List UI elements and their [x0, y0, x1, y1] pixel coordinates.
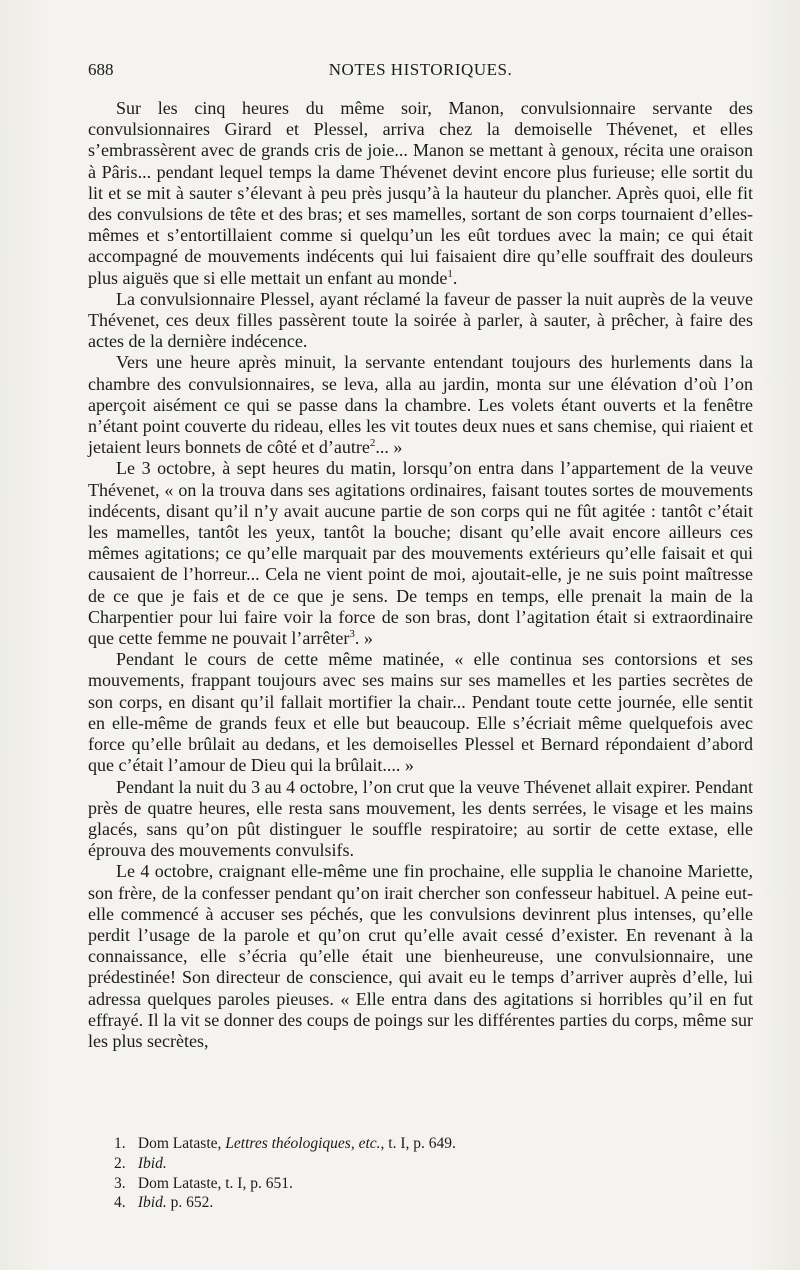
- page-number: 688: [88, 60, 114, 79]
- paragraph: Sur les cinq heures du même soir, Manon, convulsionnaire servante des convulsionnaires Girard et Plessel, arriva chez la demoiselle Thévenet, et elles s’embrassèrent avec de grands cris de joie... Manon se mettant à genoux, récita une oraison à Pâris... pendant lequel temps la dame Thévenet devint encore plus furieuse; elle sortit du lit et se mit à sauter s’élevant à peu près jusqu’à la hauteur du plancher. Après quoi, elle fit des convulsions de tête et des bras; et ses mamelles, sortant de son corps tournaient d’elles-mêmes et s’entortillaient comme si quelqu’un les eût tordues avec la main; ce qui était accompagné de mouvements indécents qui lui faisaient dire qu’elle souffrait des douleurs plus aiguës que si elle mettait un enfant au monde$^1$.: [88, 98, 753, 288]
- footnote: 4. Ibid. p. 652.: [114, 1194, 214, 1212]
- footnote-number: 4.: [114, 1194, 126, 1212]
- footnote: 2. Ibid.: [114, 1154, 167, 1172]
- body-text: [88, 98, 753, 1052]
- footnote-number: 1.: [114, 1135, 126, 1152]
- paragraph: Pendant la nuit du 3 au 4 octobre, l’on crut que la veuve Thévenet allait expirer. Pendant près de quatre heures, elle resta sans mouvement, les dents serrées, le visage et les mains glacés, sans qu’on pût distinguer le souffle respiratoire; au sortir de cette extase, elle éprouva des mouvements convulsifs.: [88, 776, 753, 861]
- paragraph: Pendant le cours de cette même matinée, « elle continua ses contorsions et ses mouvements, frappant toujours avec ses mains sur ses mamelles et les parties secrètes de son corps, en disant qu’il fallait mortifier la chair... Pendant toute cette journée, elle sentit en elle-même de grands feux et elle but beaucoup. Elle s’écriait même quelquefois avec force qu’elle brûlait au dedans, et les demoiselles Plessel et Bernard répondaient d’abord que c’était l’amour de Dieu qui la brûlait.... »: [88, 649, 753, 776]
- footnote-number: 2.: [114, 1154, 126, 1172]
- paragraph: La convulsionnaire Plessel, ayant réclamé la faveur de passer la nuit auprès de la veuve Thévenet, ces deux filles passèrent toute la soirée à parler, à sauter, à prêcher, à faire des actes de la dernière indécence.: [88, 288, 753, 352]
- footnotes: [88, 1134, 753, 1213]
- footnote-ref: 1: [447, 267, 453, 280]
- paragraph: Vers une heure après minuit, la servante entendant toujours des hurlements dans la chambre des convulsionnaires, se leva, alla au jardin, monta sur une élévation d’où l’on aperçoit aisément ce qui se passe dans la chambre. Les volets étant ouverts et la fenêtre n’étant point couverte du rideau, elles les vit toutes deux nues et sans chemise, qui riaient et jetaient leurs bonnets de côté et d’autre$^2$... »: [88, 352, 753, 458]
- footnote: 1. Dom Lataste, Lettres théologiques, etc., t. I, p. 649.: [114, 1135, 456, 1152]
- footnote-ref: 3: [349, 628, 355, 641]
- footnote-number: 3.: [114, 1174, 126, 1192]
- paragraph: Le 4 octobre, craignant elle-même une fin prochaine, elle supplia le chanoine Mariette, son frère, de la confesser pendant qu’on irait chercher son confesseur habituel. A peine eut-elle commencé à accuser ses péchés, que les convulsions devinrent plus intenses, qu’elle perdit l’usage de la parole et qu’on crut qu’elle avait cessé d’exister. En revenant à la connaissance, elle s’écria qu’elle était une bienheureuse, une convulsionnaire, une prédestinée! Son directeur de conscience, qui avait eu le temps d’arriver auprès d’elle, lui adressa quelques paroles pieuses. « Elle entra dans des agitations si horribles qu’il en fut effrayé. Il la vit se donner des coups de poings sur les différentes parties du corps, même sur les plus secrètes,: [88, 861, 753, 1051]
- footnote-ref: 2: [369, 437, 376, 450]
- page-header: [88, 60, 753, 88]
- paragraph: Le 3 octobre, à sept heures du matin, lorsqu’on entra dans l’appartement de la veuve Thévenet, « on la trouva dans ses agitations ordinaires, faisant toutes sortes de mouvements indécents, disant qu’il n’y avait aucune partie de son corps qui ne fût agitée : tantôt c’était les mamelles, tantôt les yeux, tantôt la bouche; disant qu’elle avait encore ailleurs ces mêmes agitations; ce qu’elle marquait par des mouvements extérieurs qu’elle faisait et qui causaient de l’horreur... Cela ne vient point de moi, ajoutait-elle, je ne suis point maîtresse de ce que je fais et de ce que je sens. De temps en temps, elle prenait la main de la Charpentier pour lui faire voir la force de son bras, dont l’agitation était si extraordinaire que cette femme ne pouvait l’arrêter$^3$. »: [88, 458, 753, 649]
- footnote: 3. Dom Lataste, t. I, p. 651.: [114, 1174, 293, 1192]
- running-title: NOTES HISTORIQUES.: [328, 60, 513, 79]
